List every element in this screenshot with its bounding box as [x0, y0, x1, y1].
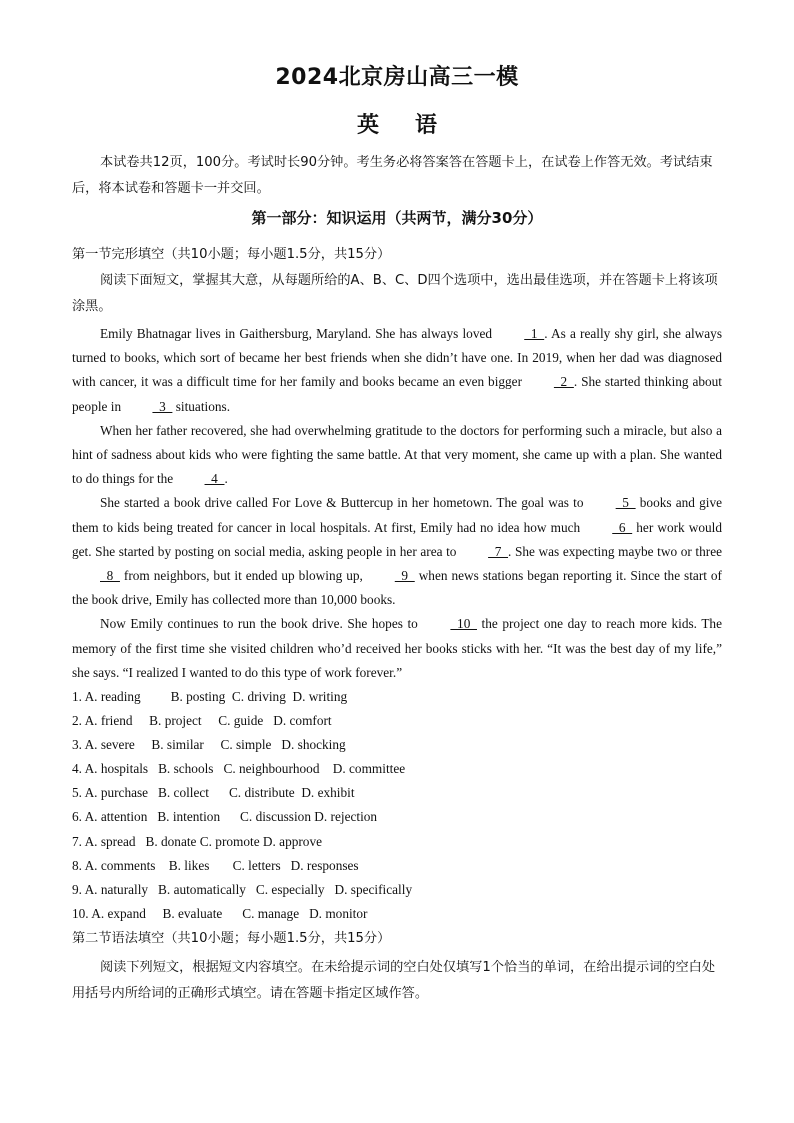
cloze-blank: 5	[615, 495, 636, 511]
section2-instructions: 阅读下列短文，根据短文内容填空。在未给提示词的空白处仅填写1个恰当的单词，在给出提示词的空白处用括号内所给词的正确形式填空。请在答题卡指定区域作答。	[72, 960, 716, 1001]
cloze-blank: 2	[553, 374, 574, 390]
option-row: 6. A. attention B. intention C. discussion D. rejection	[72, 809, 378, 825]
cloze-blank: 10	[450, 616, 477, 632]
option-row: 5. A. purchase B. collect C. distribute D. exhibit	[72, 785, 355, 801]
cloze-blank: 8	[100, 568, 120, 584]
cloze-blank: 9	[394, 568, 415, 584]
part1-heading: 第一部分：知识运用（共两节，满分30分）	[251, 209, 543, 227]
passage-paragraph: Emily Bhatnagar lives in Gaithersburg, Maryland. She has always loved 1 . As a really shy girl, she always turned to books, which sort of became her best friends when she didn’t have one. In 2019, when her dad was diagnosed with cancer, it was a difficult time for her family and books became an even bigger 2 . She started thinking about people in 3 situations.	[72, 322, 722, 419]
option-row: 8. A. comments B. likes C. letters D. responses	[72, 857, 359, 873]
options-list	[72, 685, 722, 926]
option-row: 4. A. hospitals B. schools C. neighbourhood D. committee	[72, 761, 406, 777]
option-row: 7. A. spread B. donate C. promote D. approve	[72, 833, 323, 849]
option-row: 1. A. reading B. posting C. driving D. writing	[72, 689, 348, 704]
option-row: 2. A. friend B. project C. guide D. comfort	[72, 713, 332, 729]
option-row: 3. A. severe B. similar C. simple D. shocking	[72, 737, 346, 753]
passage-paragraph: She started a book drive called For Love & Buttercup in her hometown. The goal was to 5 books and give them to kids being treated for cancer in local hospitals. At first, Emily had no idea how much 6 her work would get. She started by posting on social media, asking people in her area to 7 . She was expecting maybe two or three 8 from neighbors, but it ended up blowing up, 9 when news stations began reporting it. Since the start of the book drive, Emily has collected more than 10,000 books.	[72, 491, 722, 612]
section1-instructions: 阅读下面短文，掌握其大意，从每题所给的A、B、C、D四个选项中，选出最佳选项，并在答题卡上将该项涂黑。	[72, 273, 718, 314]
cloze-blank: 7	[488, 543, 509, 559]
exam-title: 2024北京房山高三一模	[275, 65, 519, 90]
cloze-blank: 6	[612, 519, 633, 535]
section1-heading: 第一节完形填空（共10小题；每小题1.5分，共15分）	[72, 247, 391, 262]
option-row: 9. A. naturally B. automatically C. especially D. specifically	[72, 881, 413, 897]
subject-title: 英语	[356, 113, 473, 138]
exam-intro: 本试卷共12页，100分。考试时长90分钟。考生务必将答案答在答题卡上，在试卷上作答无效。考试结束后，将本试卷和答题卡一并交回。	[72, 155, 713, 196]
section2-heading: 第二节语法填空（共10小题；每小题1.5分，共15分）	[72, 931, 391, 946]
passage-paragraph: Now Emily continues to run the book drive. She hopes to 10 the project one day to reach more kids. The memory of the first time she visited children who’d received her books sticks with her. “It was the best day of my life,” she says. “I realized I wanted to do this type of work forever.”	[72, 612, 722, 685]
cloze-passage	[72, 322, 722, 685]
option-row: 10. A. expand B. evaluate C. manage D. monitor	[72, 905, 368, 921]
cloze-blank: 3	[152, 398, 173, 414]
cloze-blank: 4	[204, 471, 225, 487]
cloze-blank: 1	[524, 326, 545, 341]
passage-paragraph: When her father recovered, she had overwhelming gratitude to the doctors for performing such a miracle, but also a hint of sadness about kids who were fighting the same battle. At that very moment, she came up with a plan. She wanted to do things for the 4 .	[72, 419, 722, 492]
